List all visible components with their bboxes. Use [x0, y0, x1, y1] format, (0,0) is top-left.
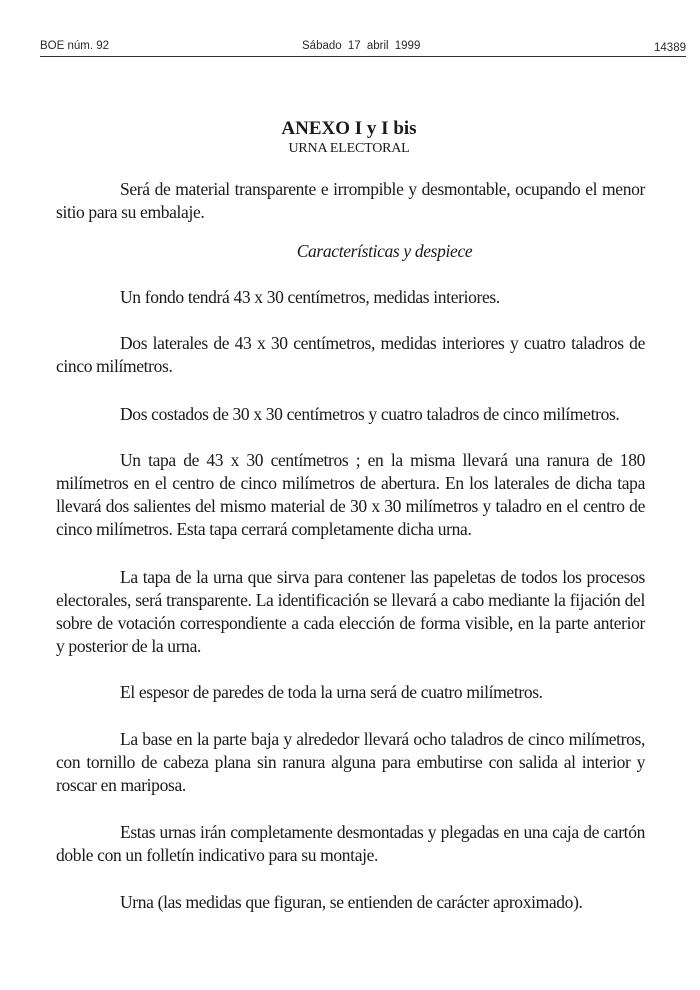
paragraph-fondo: Un fondo tendrá 43 x 30 centímetros, medidas interiores.	[120, 287, 500, 307]
paragraph-base: La base en la parte baja y alrededor llevará ocho taladros de cinco milímetros, con tornillo de cabeza plana sin ranura alguna para embutirse con salida al interior y roscar en mariposa.	[56, 729, 645, 795]
intro-paragraph: Será de material transparente e irrompible y desmontable, ocupando el menor sitio para su embalaje.	[56, 179, 645, 222]
paragraph-tapa: Un tapa de 43 x 30 centímetros ; en la misma llevará una ranura de 180 milímetros en el centro de cinco milímetros de abertura. En los laterales de dicha tapa llevará dos salientes del mismo material de 30 x 30 milímetros y taladro en el centro de cinco milímetros. Esta tapa cerrará completamente dicha urna.	[56, 450, 645, 539]
annex-title-block	[0, 118, 690, 158]
page-number: 14389	[654, 42, 686, 54]
document-body	[56, 178, 645, 914]
gazette-issue: BOE núm. 92	[40, 40, 110, 52]
paragraph-espesor: El espesor de paredes de toda la urna será de cuatro milímetros.	[120, 682, 543, 702]
paragraph-medidas: Urna (las medidas que figuran, se entienden de carácter aproximado).	[120, 892, 583, 912]
annex-title: ANEXO I y I bis	[281, 118, 417, 139]
paragraph-tapa-transparente: La tapa de la urna que sirva para contener las papeletas de todos los procesos electorales, será transparente. La identificación se llevará a cabo mediante la fijación del sobre de votación correspondiente a cada elección de forma visible, en la parte anterior y posterior de la urna.	[56, 567, 645, 656]
header-rule	[40, 56, 686, 57]
publication-date: Sábado 17 abril 1999	[302, 40, 421, 52]
annex-subtitle: URNA ELECTORAL	[288, 141, 410, 156]
paragraph-costados: Dos costados de 30 x 30 centímetros y cuatro taladros de cinco milímetros.	[120, 404, 620, 424]
paragraph-laterales: Dos laterales de 43 x 30 centímetros, medidas interiores y cuatro taladros de cinco milímetros.	[56, 333, 645, 376]
paragraph-embalaje: Estas urnas irán completamente desmontadas y plegadas en una caja de cartón doble con un folletín indicativo para su montaje.	[56, 822, 645, 865]
section-heading: Características y despiece	[296, 241, 473, 261]
